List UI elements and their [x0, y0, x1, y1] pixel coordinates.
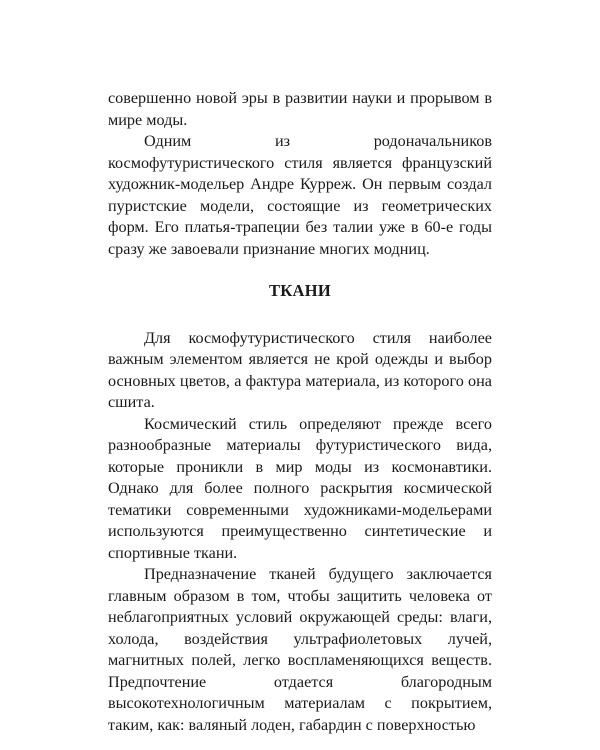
- paragraph-4: Космический стиль определяют прежде всего разнообразные материалы футуристического вида, которые проникли в мир моды из космонавтики. Однако для более полного раскрытия космической тематики современными художниками-модельерами используются преимущественно синтетические и спортивные ткани.: [108, 414, 492, 562]
- paragraph-5: Предназначение тканей будущего заключается главным образом в том, чтобы защитить человека от неблагоприятных условий окружающей среды: влаги, холода, воздействия ультрафиолетовых лучей, магнитных полей, легко воспламеняющихся веществ. Предпочтение отдается благородным высокотехнологичным материалам с покрытием, таким, как: валяный лоден, габардин с поверхностью: [108, 565, 492, 734]
- document-page: [108, 88, 492, 736]
- paragraph-2: Одним из родоначальников космофутуристического стиля является французский художник-модельер Андре Курреж. Он первым создал пуристские модели, состоящие из геометрических форм. Его платья-трапеции без талии уже в 60-е годы сразу же завоевали признание многих модниц.: [108, 132, 492, 258]
- section-heading: ТКАНИ: [268, 281, 332, 300]
- paragraph-1: совершенно новой эры в развитии науки и прорывом в мире моды.: [108, 89, 492, 129]
- paragraph-3: Для космофутуристического стиля наиболее важным элементом является не крой одежды и выбор основных цветов, а фактура материала, из которого она сшита.: [108, 328, 492, 411]
